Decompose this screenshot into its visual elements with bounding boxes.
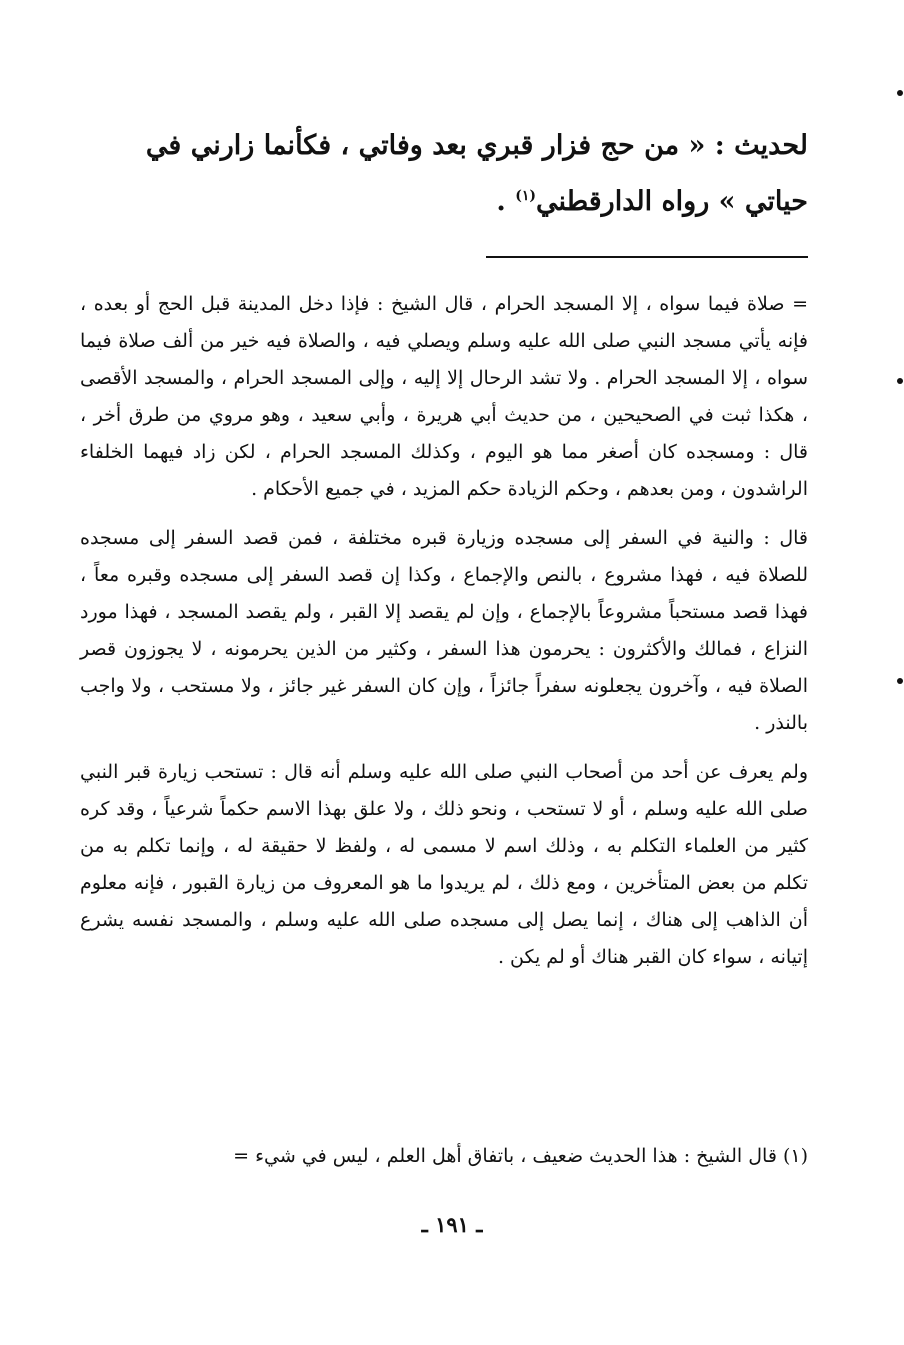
main-text-fragment: . (496, 186, 516, 217)
main-text-fragment: حياتي » رواه الدارقطني (535, 186, 808, 217)
commentary-text (80, 286, 808, 976)
footnote-marker: (١) (515, 188, 536, 204)
main-text-line: لحديث : « من حج فزار قبري بعد وفاتي ، فكأنما زارني في (145, 130, 808, 161)
footnote: (١) قال الشيخ : هذا الحديث ضعيف ، باتفاق أهل العلم ، ليس في شيء = (233, 1145, 808, 1167)
paragraph: = صلاة فيما سواه ، إلا المسجد الحرام ، قال الشيخ : فإذا دخل المدينة قبل الحج أو بعده ، فإنه يأتي مسجد النبي صلى الله عليه وسلم ويصلي فيه ، والصلاة فيه خير من ألف صلاة فيما سواه ، إلا المسجد الحرام . ولا تشد الرحال إلا إليه ، وإلى المسجد الحرام ، والمسجد الأقصى ، هكذا ثبت في الصحيحين ، من حديث أبي هريرة ، وأبي سعيد ، وهو مروي من طرق أخر ، قال : ومسجده كان أصغر مما هو اليوم ، وكذلك المسجد الحرام ، لكن زاد فيهما الخلفاء الراشدون ، ومن بعدهم ، وحكم الزيادة حكم المزيد ، في جميع الأحكام . (80, 293, 808, 500)
paragraph: ولم يعرف عن أحد من أصحاب النبي صلى الله عليه وسلم أنه قال : تستحب زيارة قبر النبي صلى الله عليه وسلم ، أو لا تستحب ، ونحو ذلك ، ولا علق بهذا الاسم حكماً شرعياً ، وقد كره كثير من العلماء التكلم به ، وذلك اسم لا مسمى له ، ولفظ لا حقيقة له ، وإنما تكلم به من تكلم من بعض المتأخرين ، ومع ذلك ، لم يريدوا ما هو المعروف من زيارة القبور ، فإنه معلوم أن الذاهب إلى هناك ، إنما يصل إلى مسجده صلى الله عليه وسلم ، والمسجد نفسه يشرع إتيانه ، سواء كان القبر هناك أو لم يكن . (80, 761, 809, 968)
separator-line (486, 256, 808, 258)
margin-mark (897, 90, 903, 96)
main-text-line (80, 174, 808, 230)
margin-mark (897, 678, 903, 684)
margin-mark (897, 378, 903, 384)
page-number: ـ ١٩١ ـ (421, 1212, 483, 1237)
paragraph: قال : والنية في السفر إلى مسجده وزيارة قبره مختلفة ، فمن قصد السفر إلى مسجده للصلاة فيه ، فهذا مشروع ، بالنص والإجماع ، وكذا إن قصد السفر إلى مسجده وقبره معاً ، فهذا قصد مستحباً مشروعاً بالإجماع ، وإن لم يقصد إلا القبر ، ولم يقصد المسجد ، فهذا مورد النزاع ، فمالك والأكثرون : يحرمون هذا السفر ، وكثير من الذين يحرمونه ، لا يجوزون قصر الصلاة فيه ، وآخرون يجعلونه سفراً جائزاً ، وإن كان السفر غير جائز ، ولا مستحب ، ولا واجب بالنذر . (80, 527, 808, 734)
main-text (80, 118, 808, 230)
